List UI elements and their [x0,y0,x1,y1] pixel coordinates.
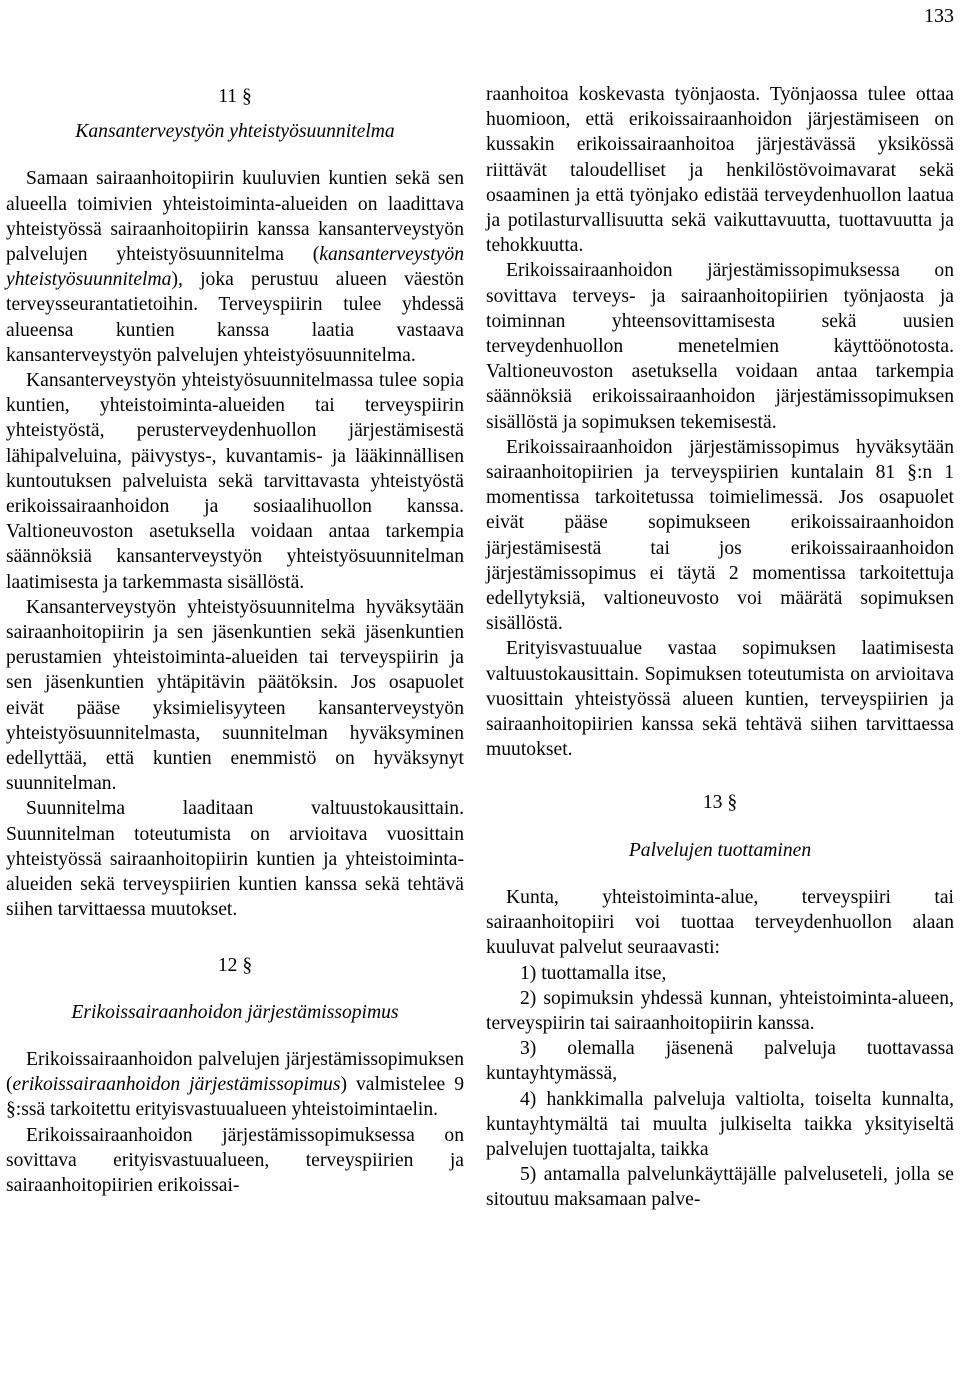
right-column [486,82,954,1213]
text-run: ) valmistelee 9 §:ssä tarkoitettu erityisvastuualueen yhteistoimintaelin. [6,1074,464,1121]
section-11-title: Kansanterveystyön yhteistyösuunnitelma [75,121,395,143]
list-item: 5) antamalla palvelunkäyttäjälle palveluseteli, jolla se sitoutuu maksamaan palve- [486,1164,954,1211]
section-12-paragraph-1 [6,1047,464,1123]
page-number: 133 [924,5,954,27]
section-12-paragraph-3: Erikoissairaanhoidon järjestämissopimuksessa on sovittava terveys- ja sairaanhoitopiirien työnjaosta ja toiminnan yhteensovittamisesta sekä uusien terveydenhuollon menetelmien käyttöönotosta. Valtioneuvoston asetuksella voidaan antaa tarkempia säännöksiä erikoissairaanhoidon järjestämissopimuksen sisällöstä ja sopimuksen tekemisestä. [486,260,954,433]
list-item: 2) sopimuksin yhdessä kunnan, yhteistoiminta-alueen, terveyspiirin tai sairaanhoitopiirin kanssa. [486,987,954,1034]
section-11-paragraph-2: Kansanterveystyön yhteistyösuunnitelmassa tulee sopia kuntien, yhteistoiminta-alueiden tai terveyspiirin yhteistyöstä, perusterveydenhuollon järjestämisestä lähipalveluina, päivystys-, kuvantamis- ja lääkinnällisen kuntoutuksen palveluista sekä tarvittavasta yhteistyöstä erikoissairaanhoidon ja sosiaalihuollon kanssa. Valtioneuvoston asetuksella voidaan antaa tarkempia säännöksiä kansanterveystyön yhteistyösuunnitelman laatimisesta ja tarkemmasta sisällöstä. [6,370,464,593]
list-item: 4) hankkimalla palveluja valtiolta, toiselta kunnalta, kuntayhtymältä tai muulta julkiselta taikka yksityiseltä palvelujen tuottajalta, taikka [486,1088,954,1160]
defined-term: erikoissairaanhoidon järjestämissopimus [12,1074,341,1096]
section-13-paragraph-1: Kunta, yhteistoiminta-alue, terveyspiiri tai sairaanhoitopiiri voi tuottaa terveydenhuollon alaan kuuluvat palvelut seuraavasti: [486,886,954,959]
section-12-paragraph-5: Erityisvastuualue vastaa sopimuksen laatimisesta valtuustokausittain. Sopimuksen toteutumista on arvioitava vuosittain yhteistyössä alueen kuntien, terveyspiirien ja sairaanhoitopiirien kanssa sekä tehtävä siihen tarvittaessa muutokset. [486,638,954,761]
defined-term: kansanterveystyön yhteistyösuunnitelma [6,244,464,291]
section-12-paragraph-2-continued: raanhoitoa koskevasta työnjaosta. Työnjaossa tulee ottaa huomioon, että erikoissairaanhoidon järjestämiseen on kussakin erikoissairaanhoitoa järjestävässä yksikössä riittävät taloudelliset ja henkilöstövoimavarat sekä osaaminen ja että työnjako edistää terveydenhuollon laatua ja potilasturvallisuutta sekä vaikuttavuutta, tuottavuutta ja tehokkuutta. [486,84,954,257]
left-column [6,82,464,1198]
section-12-number: 12 § [217,954,253,976]
text-run: Erikoissairaanhoidon palvelujen järjestämissopimuksen ( [6,1048,464,1096]
list-item: 1) tuottamalla itse, [520,962,667,984]
section-11-paragraph-4: Suunnitelma laaditaan valtuustokausittain. Suunnitelman toteutumista on arvioitava vuosittain yhteistyössä sairaanhoitopiirin kuntien ja yhteistoiminta-alueiden sekä terveyspiirien kuntien kanssa sekä tehtävä siihen tarvittaessa muutokset. [6,798,464,921]
text-run: Samaan sairaanhoitopiirin kuuluvien kuntien sekä sen alueella toimivien yhteistoiminta-alueiden on laadittava yhteistyössä sairaanhoitopiirin kanssa kansanterveystyön palvelujen yhteistyösuunnitelma ( [6,168,464,266]
section-13-title: Palvelujen tuottaminen [628,839,812,861]
section-13-number: 13 § [702,792,738,814]
section-12-paragraph-4: Erikoissairaanhoidon järjestämissopimus hyväksytään sairaanhoitopiirien ja terveyspiirien kuntalain 81 §:n 1 momentissa tarkoitetussa toimielimessä. Jos osapuolet eivät pääse sopimukseen erikoissairaanhoidon järjestämisestä tai jos erikoissairaanhoidon järjestämissopimus ei täytä 2 momentissa tarkoitettuja edellytyksiä, valtioneuvosto voi määrätä sopimuksen sisällöstä. [486,436,954,635]
section-11-paragraph-1 [6,166,464,368]
section-11-paragraph-3: Kansanterveystyön yhteistyösuunnitelma hyväksytään sairaanhoitopiirin ja sen jäsenkuntien sekä jäsenkuntien perustamien yhteistoiminta-alueiden tai terveyspiirin ja sen jäsenkuntien yhtäpitävin päätöksin. Jos osapuolet eivät pääse yksimielisyyteen kansanterveystyön yhteistyösuunnitelmasta, suunnitelman hyväksyminen edellyttää, että kuntien enemmistö on hyväksynyt suunnitelman. [6,596,464,795]
section-12-title: Erikoissairaanhoidon järjestämissopimus [71,1001,399,1023]
text-run: ), joka perustuu alueen väestön terveysseurantatietoihin. Terveyspiirin tulee yhdessä alueensa kuntien kanssa laatia vastaava kansanterveystyön palvelujen yhteistyösuunnitelma. [6,269,464,366]
section-12-paragraph-2: Erikoissairaanhoidon järjestämissopimuksessa on sovittava erityisvastuualueen, terveyspiirien ja sairaanhoitopiirien erikoissai- [6,1124,464,1196]
list-item: 3) olemalla jäsenenä palveluja tuottavassa kuntayhtymässä, [486,1038,954,1085]
section-11-number: 11 § [218,86,252,107]
